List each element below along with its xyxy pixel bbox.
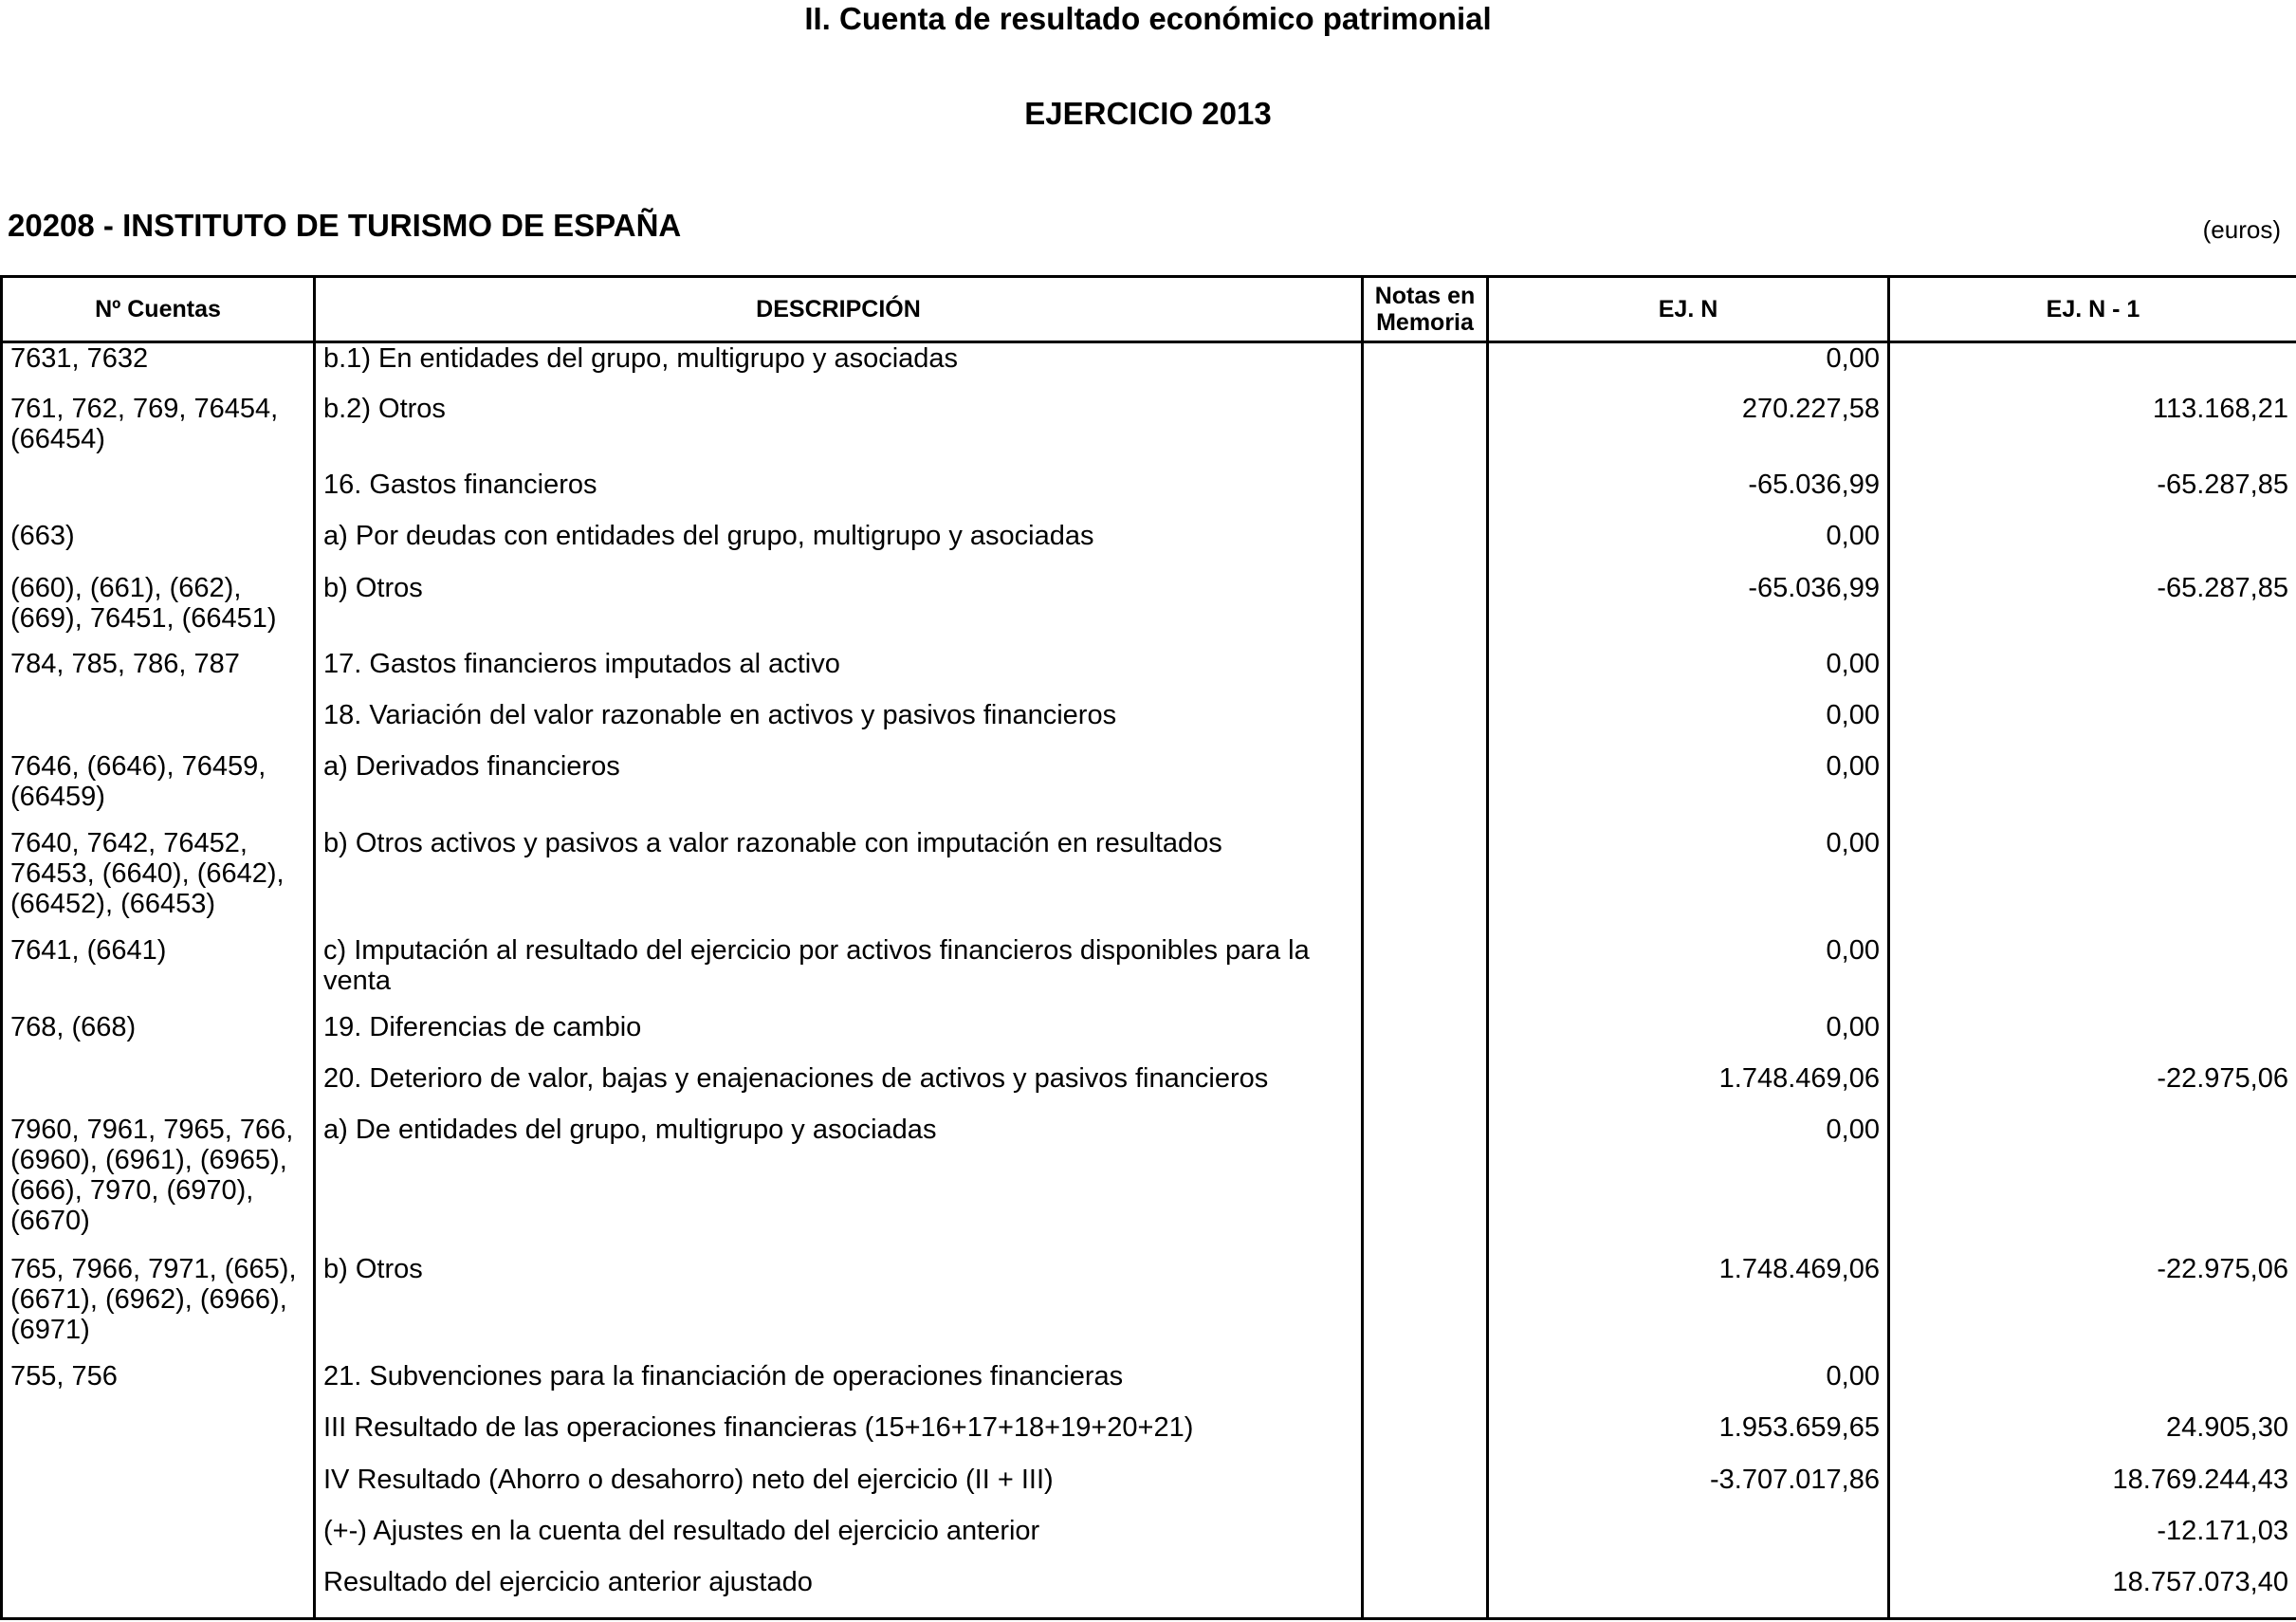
cell-cuentas: 784, 785, 786, 787 xyxy=(2,649,315,700)
table-row xyxy=(2,935,2296,1011)
cell-ej-n: 0,00 xyxy=(1488,649,1889,700)
table-row xyxy=(2,573,2296,649)
cell-notas xyxy=(1363,1412,1488,1464)
cell-ej-n: 1.748.469,06 xyxy=(1488,1254,1889,1362)
cell-notas xyxy=(1363,935,1488,1011)
cell-ej-n: -65.036,99 xyxy=(1488,470,1889,521)
cell-cuentas: 7640, 7642, 76452, 76453, (6640), (6642), (66452), (66453) xyxy=(2,828,315,936)
table-row xyxy=(2,751,2296,827)
entity-name: 20208 - INSTITUTO DE TURISMO DE ESPAÑA xyxy=(8,208,682,243)
table-row xyxy=(2,521,2296,572)
cell-ej-n: 0,00 xyxy=(1488,342,1889,394)
exercise-year: EJERCICIO 2013 xyxy=(1024,96,1272,131)
cell-ej-n: 0,00 xyxy=(1488,1115,1889,1254)
col-header-notas: Notas en Memoria xyxy=(1363,277,1488,342)
cell-notas xyxy=(1363,1516,1488,1567)
cell-ej-n: -65.036,99 xyxy=(1488,573,1889,649)
cell-descripcion: 16. Gastos financieros xyxy=(315,470,1363,521)
table-row xyxy=(2,1063,2296,1115)
cell-cuentas: 765, 7966, 7971, (665), (6671), (6962), (6966), (6971) xyxy=(2,1254,315,1362)
cell-ej-n-1 xyxy=(1889,1012,2296,1063)
cell-notas xyxy=(1363,342,1488,394)
cell-ej-n: 0,00 xyxy=(1488,521,1889,572)
report-title: II. Cuenta de resultado económico patrimonial xyxy=(804,1,1492,36)
col-header-descripcion: DESCRIPCIÓN xyxy=(315,277,1363,342)
cell-cuentas: 7960, 7961, 7965, 766, (6960), (6961), (6965), (666), 7970, (6970), (6670) xyxy=(2,1115,315,1254)
cell-notas xyxy=(1363,700,1488,751)
cell-descripcion: c) Imputación al resultado del ejercicio por activos financieros disponibles para la venta xyxy=(315,935,1363,1011)
cell-descripcion: a) Derivados financieros xyxy=(315,751,1363,827)
cell-descripcion: 20. Deterioro de valor, bajas y enajenaciones de activos y pasivos financieros xyxy=(315,1063,1363,1115)
table-row xyxy=(2,1465,2296,1516)
cell-ej-n: 0,00 xyxy=(1488,1361,1889,1412)
table-row xyxy=(2,828,2296,936)
table-row xyxy=(2,1254,2296,1362)
results-table xyxy=(0,275,2296,1620)
cell-ej-n-1: -22.975,06 xyxy=(1889,1063,2296,1115)
cell-ej-n-1: 113.168,21 xyxy=(1889,394,2296,470)
cell-ej-n-1 xyxy=(1889,700,2296,751)
cell-notas xyxy=(1363,1254,1488,1362)
cell-cuentas: 7631, 7632 xyxy=(2,342,315,394)
cell-notas xyxy=(1363,521,1488,572)
col-header-ej-n: EJ. N xyxy=(1488,277,1889,342)
cell-ej-n: 0,00 xyxy=(1488,700,1889,751)
cell-cuentas: 7641, (6641) xyxy=(2,935,315,1011)
cell-notas xyxy=(1363,394,1488,470)
cell-ej-n: 0,00 xyxy=(1488,935,1889,1011)
cell-ej-n-1: 18.769.244,43 xyxy=(1889,1465,2296,1516)
table-row xyxy=(2,1412,2296,1464)
cell-notas xyxy=(1363,1063,1488,1115)
cell-cuentas: (660), (661), (662), (669), 76451, (66451) xyxy=(2,573,315,649)
table-row xyxy=(2,1115,2296,1254)
table-row xyxy=(2,1361,2296,1412)
cell-ej-n-1 xyxy=(1889,649,2296,700)
currency-units: (euros) xyxy=(2202,215,2281,244)
cell-notas xyxy=(1363,828,1488,936)
cell-cuentas: 7646, (6646), 76459, (66459) xyxy=(2,751,315,827)
cell-cuentas xyxy=(2,1567,315,1618)
cell-notas xyxy=(1363,470,1488,521)
cell-cuentas: 755, 756 xyxy=(2,1361,315,1412)
cell-notas xyxy=(1363,573,1488,649)
cell-ej-n-1 xyxy=(1889,751,2296,827)
cell-descripcion: b.2) Otros xyxy=(315,394,1363,470)
cell-cuentas xyxy=(2,1516,315,1567)
cell-cuentas xyxy=(2,700,315,751)
cell-cuentas xyxy=(2,1063,315,1115)
cell-descripcion: (+-) Ajustes en la cuenta del resultado del ejercicio anterior xyxy=(315,1516,1363,1567)
table-row xyxy=(2,394,2296,470)
cell-ej-n-1 xyxy=(1889,521,2296,572)
cell-descripcion: Resultado del ejercicio anterior ajustado xyxy=(315,1567,1363,1618)
cell-cuentas xyxy=(2,1412,315,1464)
cell-descripcion: 21. Subvenciones para la financiación de operaciones financieras xyxy=(315,1361,1363,1412)
cell-ej-n-1 xyxy=(1889,1115,2296,1254)
cell-ej-n: 270.227,58 xyxy=(1488,394,1889,470)
cell-notas xyxy=(1363,1361,1488,1412)
table-row xyxy=(2,342,2296,394)
cell-ej-n: 0,00 xyxy=(1488,1012,1889,1063)
cell-cuentas: 761, 762, 769, 76454, (66454) xyxy=(2,394,315,470)
cell-cuentas: 768, (668) xyxy=(2,1012,315,1063)
col-header-cuentas: Nº Cuentas xyxy=(2,277,315,342)
cell-ej-n-1 xyxy=(1889,935,2296,1011)
cell-descripcion: b) Otros xyxy=(315,1254,1363,1362)
cell-descripcion: b.1) En entidades del grupo, multigrupo y asociadas xyxy=(315,342,1363,394)
cell-ej-n: 0,00 xyxy=(1488,751,1889,827)
table-row xyxy=(2,1012,2296,1063)
cell-ej-n-1: 24.905,30 xyxy=(1889,1412,2296,1464)
cell-ej-n-1: -22.975,06 xyxy=(1889,1254,2296,1362)
cell-descripcion: b) Otros activos y pasivos a valor razonable con imputación en resultados xyxy=(315,828,1363,936)
cell-ej-n-1 xyxy=(1889,1361,2296,1412)
cell-ej-n-1: -65.287,85 xyxy=(1889,573,2296,649)
table-header-row xyxy=(2,277,2296,342)
cell-notas xyxy=(1363,1115,1488,1254)
cell-descripcion: 18. Variación del valor razonable en activos y pasivos financieros xyxy=(315,700,1363,751)
col-header-ej-n-1: EJ. N - 1 xyxy=(1889,277,2296,342)
cell-ej-n: 1.748.469,06 xyxy=(1488,1063,1889,1115)
cell-notas xyxy=(1363,1465,1488,1516)
cell-ej-n xyxy=(1488,1516,1889,1567)
cell-ej-n: 1.953.659,65 xyxy=(1488,1412,1889,1464)
cell-notas xyxy=(1363,1012,1488,1063)
cell-descripcion: a) Por deudas con entidades del grupo, multigrupo y asociadas xyxy=(315,521,1363,572)
cell-ej-n-1 xyxy=(1889,828,2296,936)
cell-ej-n: -3.707.017,86 xyxy=(1488,1465,1889,1516)
table-row xyxy=(2,1567,2296,1618)
cell-notas xyxy=(1363,1567,1488,1618)
cell-descripcion: IV Resultado (Ahorro o desahorro) neto del ejercicio (II + III) xyxy=(315,1465,1363,1516)
cell-ej-n xyxy=(1488,1567,1889,1618)
cell-cuentas: (663) xyxy=(2,521,315,572)
cell-notas xyxy=(1363,751,1488,827)
cell-ej-n-1: -65.287,85 xyxy=(1889,470,2296,521)
cell-descripcion: a) De entidades del grupo, multigrupo y asociadas xyxy=(315,1115,1363,1254)
table-row xyxy=(2,700,2296,751)
cell-cuentas xyxy=(2,470,315,521)
table-row xyxy=(2,649,2296,700)
cell-notas xyxy=(1363,649,1488,700)
cell-ej-n-1 xyxy=(1889,342,2296,394)
cell-descripcion: 17. Gastos financieros imputados al activo xyxy=(315,649,1363,700)
table-row xyxy=(2,470,2296,521)
cell-descripcion: III Resultado de las operaciones financieras (15+16+17+18+19+20+21) xyxy=(315,1412,1363,1464)
cell-ej-n-1: 18.757.073,40 xyxy=(1889,1567,2296,1618)
cell-descripcion: 19. Diferencias de cambio xyxy=(315,1012,1363,1063)
cell-descripcion: b) Otros xyxy=(315,573,1363,649)
cell-ej-n: 0,00 xyxy=(1488,828,1889,936)
cell-cuentas xyxy=(2,1465,315,1516)
table-row xyxy=(2,1516,2296,1567)
cell-ej-n-1: -12.171,03 xyxy=(1889,1516,2296,1567)
